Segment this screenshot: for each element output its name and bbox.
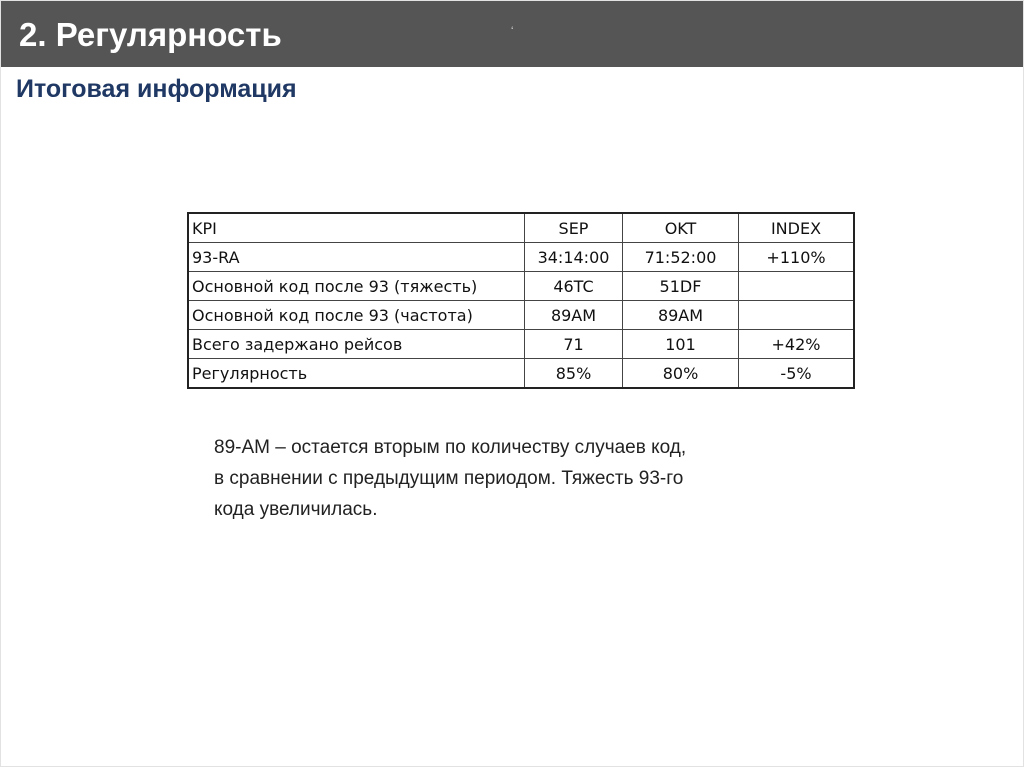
summary-note [214, 432, 824, 525]
header-kpi: KPI [188, 213, 525, 243]
table-row [188, 301, 854, 330]
row-kpi: Основной код после 93 (тяжесть) [188, 272, 525, 301]
title-mark: ‘ [511, 25, 514, 37]
title-bar [1, 1, 1023, 67]
row-sep: 85% [525, 359, 623, 389]
table-row [188, 330, 854, 359]
row-okt: 101 [623, 330, 739, 359]
row-index: -5% [739, 359, 855, 389]
row-index [739, 301, 855, 330]
row-index: +42% [739, 330, 855, 359]
table-header-row [188, 213, 854, 243]
row-okt: 89AM [623, 301, 739, 330]
slide-title: 2. Регулярность [19, 16, 282, 53]
row-okt: 51DF [623, 272, 739, 301]
row-okt: 71:52:00 [623, 243, 739, 272]
table-row [188, 359, 854, 389]
row-sep: 34:14:00 [525, 243, 623, 272]
slide-subtitle: Итоговая информация [16, 75, 297, 103]
note-line: 89-AM – остается вторым по количеству случаев код, [214, 437, 687, 458]
row-kpi: 93-RA [188, 243, 525, 272]
row-sep: 46TC [525, 272, 623, 301]
note-line: в сравнении с предыдущим периодом. Тяжесть 93-го [214, 468, 684, 489]
row-sep: 89AM [525, 301, 623, 330]
row-okt: 80% [623, 359, 739, 389]
table-row [188, 243, 854, 272]
header-okt: OKT [623, 213, 739, 243]
kpi-table [187, 212, 855, 389]
row-kpi: Всего задержано рейсов [188, 330, 525, 359]
row-kpi: Регулярность [188, 359, 525, 389]
header-sep: SEP [525, 213, 623, 243]
table-row [188, 272, 854, 301]
row-sep: 71 [525, 330, 623, 359]
row-kpi: Основной код после 93 (частота) [188, 301, 525, 330]
header-index: INDEX [739, 213, 855, 243]
row-index [739, 272, 855, 301]
row-index: +110% [739, 243, 855, 272]
note-line: кода увеличилась. [214, 499, 378, 520]
